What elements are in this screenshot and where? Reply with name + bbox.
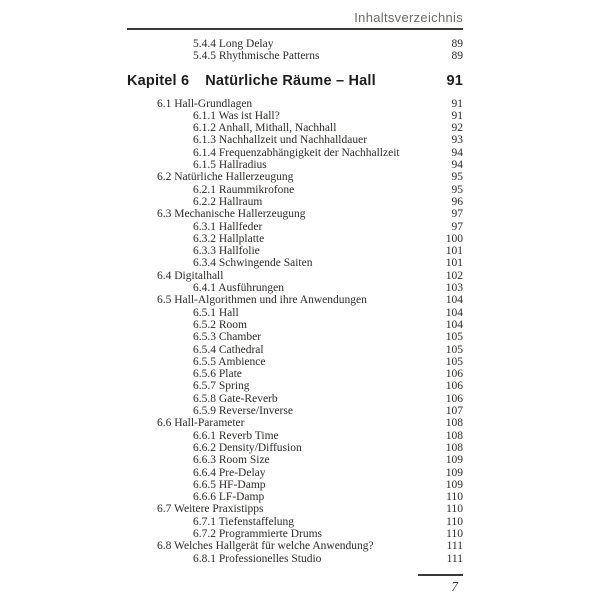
toc-entry-page: 110 <box>446 527 463 540</box>
toc-entry-row <box>127 307 463 319</box>
toc-entry-row <box>127 184 463 196</box>
toc-entry-page: 102 <box>445 269 463 282</box>
toc-entry-page: 94 <box>451 146 463 159</box>
toc-entry-page: 89 <box>451 50 463 63</box>
toc-entry-label: 6.3.1 Hallfeder <box>193 220 263 233</box>
toc-entry-label: 6.5.8 Gate-Reverb <box>193 392 278 405</box>
toc-entry-page: 109 <box>445 478 463 491</box>
toc-entry-label: 6.3.3 Hallfolie <box>193 245 260 258</box>
toc-entry-label: 6.1.3 Nachhallzeit und Nachhalldauer <box>193 134 368 147</box>
toc-entry-row <box>127 331 463 343</box>
toc-entry-label: 6.8.1 Professionelles Studio <box>193 552 322 565</box>
toc-entry-page: 100 <box>445 232 463 245</box>
toc-entry-row <box>127 208 463 220</box>
toc-entry-row <box>127 221 463 233</box>
toc-entry-row <box>127 417 463 429</box>
toc-entry-label: 6.3.4 Schwingende Saiten <box>193 257 313 270</box>
toc-entry-label: 6.6.5 HF-Damp <box>193 478 266 491</box>
toc-entry-label: 6.6.3 Room Size <box>193 454 270 467</box>
toc-entry-label: 6.5.6 Plate <box>193 368 242 381</box>
toc-entry-row <box>127 553 463 565</box>
toc-entry-label: 6.4 Digitalhall <box>157 269 224 282</box>
toc-entry-label: 6.1.2 Anhall, Mithall, Nachhall <box>193 122 337 135</box>
toc-entry-page: 110 <box>446 491 463 504</box>
toc-entry-row <box>127 430 463 442</box>
toc-entry-row <box>127 38 463 50</box>
toc-entry-page: 91 <box>451 97 463 110</box>
header-rule <box>127 28 463 30</box>
toc-entry-page: 103 <box>445 282 463 295</box>
toc-entry-page: 97 <box>451 208 463 221</box>
toc-list <box>127 38 463 565</box>
toc-entry-page: 104 <box>445 306 463 319</box>
toc-entry-page: 109 <box>445 466 463 479</box>
toc-entry-label: 6.6 Hall-Parameter <box>157 417 245 430</box>
toc-entry-page: 106 <box>445 392 463 405</box>
toc-entry-row <box>127 159 463 171</box>
toc-entry-row <box>127 319 463 331</box>
toc-entry-row <box>127 122 463 134</box>
toc-entry-row <box>127 540 463 552</box>
toc-entry-row <box>127 344 463 356</box>
toc-entry-page: 101 <box>445 245 463 258</box>
toc-entry-row <box>127 98 463 110</box>
toc-entry-label: 6.6.6 LF-Damp <box>193 491 265 504</box>
toc-entry-label: 6.2.1 Raummikrofone <box>193 183 295 196</box>
toc-entry-page: 110 <box>446 503 463 516</box>
toc-entry-label: 6.1 Hall-Grundlagen <box>157 97 253 110</box>
toc-entry-page: 89 <box>451 38 463 50</box>
toc-entry-row <box>127 393 463 405</box>
toc-entry-row <box>127 257 463 269</box>
toc-entry-label: 6.4.1 Ausführungen <box>193 282 285 295</box>
toc-entry-label: 6.3.2 Hallplatte <box>193 232 265 245</box>
toc-entry-row <box>127 245 463 257</box>
toc-entry-page: 105 <box>445 331 463 344</box>
toc-entry-label: 6.5.5 Ambience <box>193 355 266 368</box>
toc-chapter-row <box>127 73 463 89</box>
toc-entry-row <box>127 528 463 540</box>
book-page <box>127 0 463 595</box>
toc-entry-row <box>127 110 463 122</box>
toc-entry-label: 6.8 Welches Hallgerät für welche Anwendung? <box>157 540 374 553</box>
toc-entry-row <box>127 503 463 515</box>
toc-entry-label: 6.2.2 Hallraum <box>193 195 263 208</box>
toc-entry-row <box>127 270 463 282</box>
toc-entry-page: 97 <box>451 220 463 233</box>
footer-rule <box>418 574 463 576</box>
toc-entry-page: 110 <box>446 515 463 528</box>
toc-entry-page: 111 <box>446 552 463 565</box>
toc-entry-label: 6.2 Natürliche Hallerzeugung <box>157 171 294 184</box>
toc-entry-row <box>127 454 463 466</box>
toc-entry-label: 6.1.5 Hallradius <box>193 159 267 172</box>
toc-entry-page: 96 <box>451 195 463 208</box>
toc-entry-label: 6.1.4 Frequenzabhängigkeit der Nachhallzeit <box>193 146 400 159</box>
toc-entry-page: 108 <box>445 417 463 430</box>
toc-entry-label: 6.7 Weitere Praxistipps <box>157 503 264 516</box>
toc-entry-row <box>127 233 463 245</box>
toc-chapter-label: Kapitel 6 <box>127 72 190 89</box>
toc-entry-page: 91 <box>451 109 463 122</box>
toc-chapter-title: Natürliche Räume – Hall <box>205 72 376 89</box>
toc-entry-row <box>127 294 463 306</box>
page-number: 7 <box>451 578 458 594</box>
toc-chapter-page: 91 <box>446 72 463 89</box>
toc-entry-row <box>127 479 463 491</box>
toc-entry-label: 6.7.2 Programmierte Drums <box>193 527 323 540</box>
toc-entry-row <box>127 442 463 454</box>
toc-entry-row <box>127 491 463 503</box>
toc-entry-row <box>127 282 463 294</box>
toc-entry-page: 94 <box>451 159 463 172</box>
toc-entry-page: 109 <box>445 454 463 467</box>
toc-entry-page: 95 <box>451 183 463 196</box>
toc-entry-page: 108 <box>445 441 463 454</box>
toc-entry-page: 111 <box>446 540 463 553</box>
toc-entry-page: 95 <box>451 171 463 184</box>
toc-entry-label: 6.6.4 Pre-Delay <box>193 466 266 479</box>
toc-entry-label: 5.4.5 Rhythmische Patterns <box>193 50 320 63</box>
toc-entry-row <box>127 134 463 146</box>
toc-entry-row <box>127 196 463 208</box>
toc-entry-label: 6.6.2 Density/Diffusion <box>193 441 302 454</box>
toc-entry-page: 104 <box>445 318 463 331</box>
toc-entry-page: 104 <box>445 294 463 307</box>
toc-entry-label: 6.6.1 Reverb Time <box>193 429 279 442</box>
toc-entry-row <box>127 516 463 528</box>
toc-entry-page: 106 <box>445 380 463 393</box>
toc-entry-label: 6.5.2 Room <box>193 318 247 331</box>
running-header-title: Inhaltsverzeichnis <box>354 10 463 25</box>
toc-entry-page: 105 <box>445 343 463 356</box>
running-header <box>127 10 463 26</box>
toc-entry-label: 6.5 Hall-Algorithmen und ihre Anwendungen <box>157 294 367 307</box>
toc-entry-page: 107 <box>445 405 463 418</box>
toc-entry-row <box>127 171 463 183</box>
toc-entry-row <box>127 380 463 392</box>
toc-entry-label: 6.3 Mechanische Hallerzeugung <box>157 208 306 221</box>
toc-entry-label: 6.1.1 Was ist Hall? <box>193 109 280 122</box>
toc-entry-row <box>127 368 463 380</box>
toc-entry-page: 93 <box>451 134 463 147</box>
toc-entry-row <box>127 405 463 417</box>
toc-entry-label: 5.4.4 Long Delay <box>193 38 274 50</box>
toc-entry-label: 6.5.4 Cathedral <box>193 343 264 356</box>
toc-entry-page: 101 <box>445 257 463 270</box>
toc-entry-label: 6.5.1 Hall <box>193 306 239 319</box>
toc-entry-page: 105 <box>445 355 463 368</box>
toc-entry-row <box>127 467 463 479</box>
toc-entry-page: 92 <box>451 122 463 135</box>
toc-entry-label: 6.7.1 Tiefenstaffelung <box>193 515 295 528</box>
toc-entry-row <box>127 50 463 62</box>
toc-entry-label: 6.5.9 Reverse/Inverse <box>193 405 293 418</box>
toc-entry-label: 6.5.7 Spring <box>193 380 250 393</box>
toc-entry-page: 106 <box>445 368 463 381</box>
toc-entry-row <box>127 147 463 159</box>
toc-entry-row <box>127 356 463 368</box>
toc-entry-page: 108 <box>445 429 463 442</box>
toc-entry-label: 6.5.3 Chamber <box>193 331 262 344</box>
